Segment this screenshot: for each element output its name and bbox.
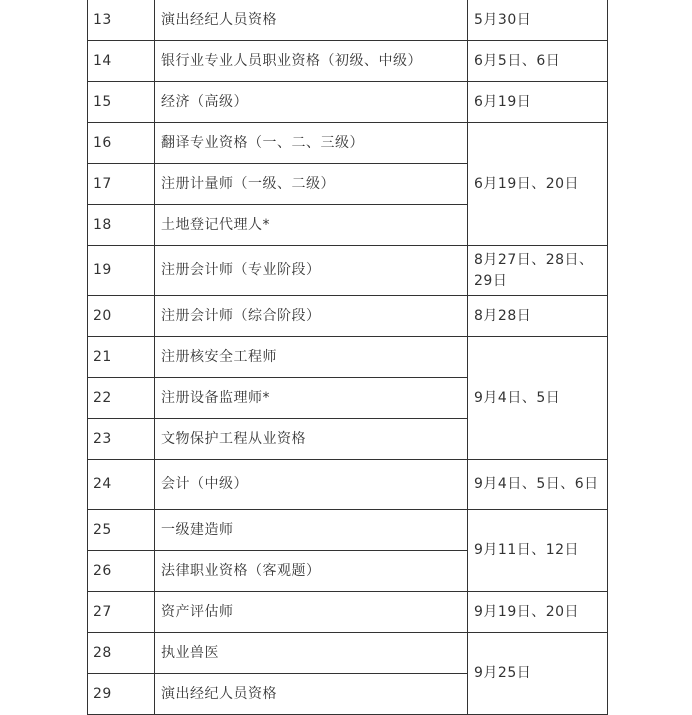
exam-name: 演出经纪人员资格 [155, 674, 468, 715]
exam-date: 9月4日、5日 [468, 337, 608, 460]
exam-name: 法律职业资格（客观题） [155, 551, 468, 592]
exam-date: 6月5日、6日 [468, 41, 608, 82]
exam-name: 执业兽医 [155, 633, 468, 674]
exam-name: 注册核安全工程师 [155, 337, 468, 378]
exam-name: 注册计量师（一级、二级） [155, 164, 468, 205]
exam-name: 注册设备监理师* [155, 378, 468, 419]
table-row [88, 460, 608, 510]
row-number: 26 [88, 551, 155, 592]
table-row [88, 592, 608, 633]
exam-name: 演出经纪人员资格 [155, 0, 468, 41]
exam-date: 9月19日、20日 [468, 592, 608, 633]
table-row [88, 246, 608, 296]
exam-name: 土地登记代理人* [155, 205, 468, 246]
exam-schedule-table [87, 0, 608, 715]
exam-name: 文物保护工程从业资格 [155, 419, 468, 460]
exam-name: 银行业专业人员职业资格（初级、中级） [155, 41, 468, 82]
row-number: 22 [88, 378, 155, 419]
table-row [88, 510, 608, 551]
table-row [88, 123, 608, 164]
row-number: 21 [88, 337, 155, 378]
exam-name: 注册会计师（综合阶段） [155, 296, 468, 337]
exam-name: 注册会计师（专业阶段） [155, 246, 468, 296]
table-row [88, 82, 608, 123]
row-number: 15 [88, 82, 155, 123]
exam-date: 5月30日 [468, 0, 608, 41]
exam-date: 6月19日、20日 [468, 123, 608, 246]
exam-name: 会计（中级） [155, 460, 468, 510]
row-number: 29 [88, 674, 155, 715]
row-number: 27 [88, 592, 155, 633]
exam-name: 翻译专业资格（一、二、三级） [155, 123, 468, 164]
exam-name: 一级建造师 [155, 510, 468, 551]
row-number: 23 [88, 419, 155, 460]
exam-name: 经济（高级） [155, 82, 468, 123]
row-number: 17 [88, 164, 155, 205]
row-number: 24 [88, 460, 155, 510]
exam-date: 9月4日、5日、6日 [468, 460, 608, 510]
table-row [88, 41, 608, 82]
table-row [88, 633, 608, 674]
row-number: 19 [88, 246, 155, 296]
row-number: 18 [88, 205, 155, 246]
row-number: 16 [88, 123, 155, 164]
row-number: 25 [88, 510, 155, 551]
row-number: 28 [88, 633, 155, 674]
exam-date: 6月19日 [468, 82, 608, 123]
exam-name: 资产评估师 [155, 592, 468, 633]
exam-date: 9月25日 [468, 633, 608, 715]
exam-date: 8月28日 [468, 296, 608, 337]
row-number: 14 [88, 41, 155, 82]
row-number: 20 [88, 296, 155, 337]
exam-date: 8月27日、28日、29日 [468, 246, 608, 296]
exam-date: 9月11日、12日 [468, 510, 608, 592]
table-row [88, 337, 608, 378]
row-number: 13 [88, 0, 155, 41]
table-row [88, 0, 608, 41]
table-row [88, 296, 608, 337]
